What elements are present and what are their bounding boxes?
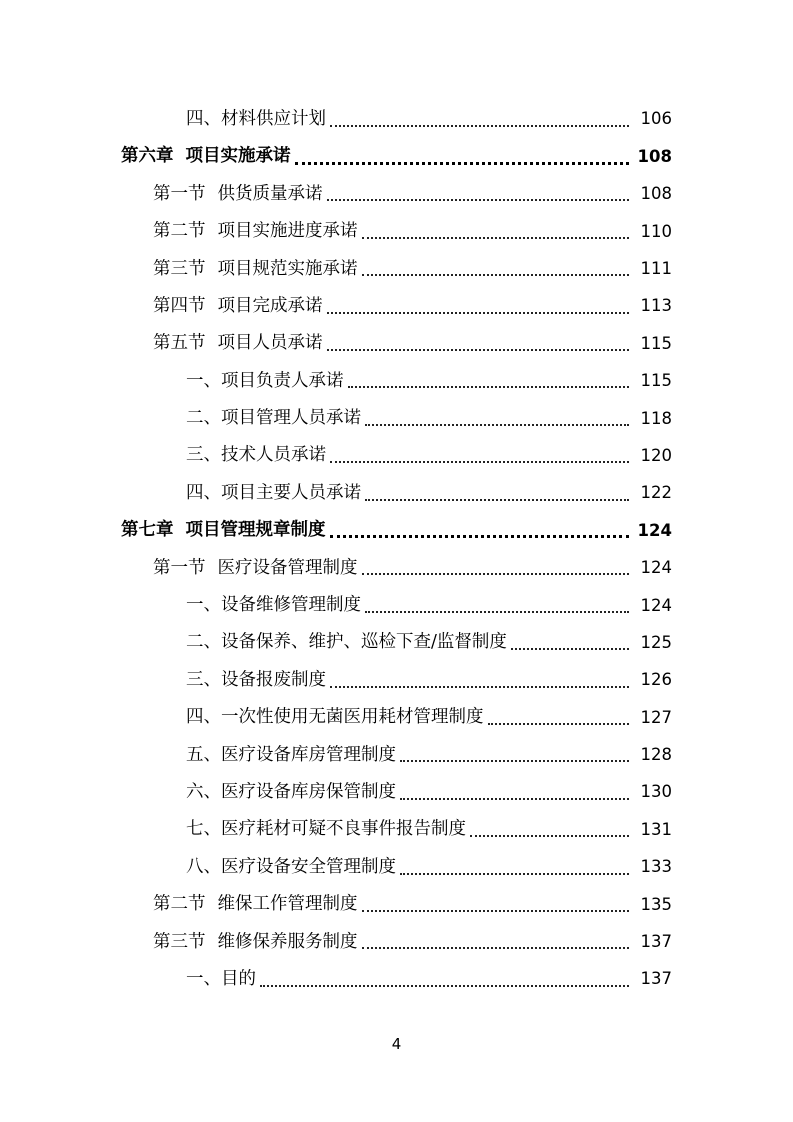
toc-entry-title: [186, 669, 326, 690]
toc-entry-page: 115: [640, 371, 672, 391]
toc-entry-title: [153, 258, 358, 279]
toc-entry-title: [186, 821, 466, 839]
toc-leader-dots: [365, 499, 629, 501]
toc-leader-dots: [330, 686, 629, 688]
toc-entry-label: 第一节: [153, 557, 206, 578]
toc-entry-title: [186, 108, 326, 129]
toc-entry-page: 130: [640, 782, 672, 802]
toc-entry-page: 124: [640, 595, 672, 615]
toc-entry-label: 第三节: [153, 258, 206, 279]
toc-entry-label: 八、医疗设备安全管理制度: [186, 856, 396, 877]
toc-entry-heading: 维保工作管理制度: [217, 894, 358, 915]
toc-entry-page: 128: [640, 745, 672, 765]
toc-entry-label: 第四节: [153, 295, 206, 316]
toc-entry-page: 125: [640, 632, 672, 652]
toc-leader-dots: [400, 873, 629, 875]
toc-entry-heading: 项目人员承诺: [217, 333, 323, 354]
toc-entry[interactable]: [0, 400, 793, 437]
toc-entry-page: 126: [640, 670, 672, 690]
toc-entry[interactable]: [0, 101, 793, 138]
toc-leader-dots: [327, 312, 630, 314]
toc-entry[interactable]: [0, 325, 793, 362]
toc-entry-title: [186, 968, 256, 989]
toc-entry-title: [186, 482, 361, 503]
toc-entry-page: 110: [640, 221, 672, 241]
toc-entry[interactable]: [0, 512, 793, 549]
toc-entry-title: [121, 148, 291, 166]
toc-entry-page: 135: [640, 894, 672, 914]
toc-entry-title: [153, 931, 358, 952]
toc-entry-label: 二、项目管理人员承诺: [186, 408, 361, 429]
toc-entry[interactable]: [0, 138, 793, 175]
toc-entry-title: [186, 856, 396, 877]
toc-entry-page: 137: [640, 932, 672, 952]
toc-entry-label: 二、设备保养、维护、巡检下查/监督制度: [186, 632, 507, 653]
toc-entry-title: [186, 634, 507, 652]
toc-entry-label: 一、目的: [186, 968, 256, 989]
toc-entry[interactable]: [0, 288, 793, 325]
toc-leader-dots: [330, 125, 629, 127]
toc-leader-dots: [348, 386, 630, 388]
toc-entry-title: [186, 709, 484, 727]
toc-leader-dots: [327, 349, 630, 351]
toc-entry[interactable]: [0, 251, 793, 288]
toc-entry[interactable]: [0, 363, 793, 400]
toc-entry[interactable]: [0, 475, 793, 512]
toc-entry[interactable]: [0, 662, 793, 699]
toc-entry-page: 118: [640, 408, 672, 428]
toc-entry[interactable]: [0, 924, 793, 961]
toc-entry-title: [186, 410, 361, 428]
toc-entry[interactable]: [0, 438, 793, 475]
toc-entry[interactable]: [0, 699, 793, 736]
toc-entry-page: 133: [640, 857, 672, 877]
toc-entry[interactable]: [0, 176, 793, 213]
toc-leader-dots: [365, 424, 629, 426]
toc-entry[interactable]: [0, 624, 793, 661]
toc-entry[interactable]: [0, 961, 793, 998]
toc-entry-page: 120: [640, 445, 672, 465]
toc-leader-dots: [365, 611, 629, 613]
page-number: 4: [391, 1035, 402, 1053]
toc-entry-page: 131: [640, 819, 672, 839]
toc-entry-title: [153, 183, 323, 204]
toc-entry-title: [186, 447, 326, 465]
toc-entry[interactable]: [0, 737, 793, 774]
toc-leader-dots: [400, 798, 629, 800]
toc-entry-label: 第五节: [153, 333, 206, 354]
toc-entry-title: [153, 223, 358, 241]
toc-leader-dots: [330, 535, 630, 538]
toc-leader-dots: [260, 985, 629, 987]
toc-entry-page: 124: [637, 520, 672, 540]
toc-entry-heading: 维修保养服务制度: [217, 931, 358, 952]
toc-entry-page: 111: [640, 259, 672, 278]
toc-entry-label: 一、设备维修管理制度: [186, 595, 361, 616]
toc-entry-heading: 项目完成承诺: [217, 295, 323, 316]
toc-entry[interactable]: [0, 587, 793, 624]
toc-entry-label: 第一节: [153, 183, 206, 204]
toc-entry-label: 五、医疗设备库房管理制度: [186, 744, 396, 765]
toc-entry-heading: 项目规范实施承诺: [217, 258, 358, 279]
toc-entry-label: 四、项目主要人员承诺: [186, 482, 361, 503]
toc-leader-dots: [362, 274, 630, 276]
toc-leader-dots: [327, 199, 630, 201]
toc-leader-dots: [400, 760, 629, 762]
toc-entry[interactable]: [0, 774, 793, 811]
toc-entry-title: [153, 335, 323, 353]
toc-entry-title: [153, 295, 323, 316]
toc-leader-dots: [488, 723, 630, 725]
toc-leader-dots: [362, 237, 630, 239]
toc-entry-title: [121, 522, 326, 540]
toc-entry-page: 115: [640, 333, 672, 353]
toc-entry[interactable]: [0, 811, 793, 848]
toc-entry-label: 三、设备报废制度: [186, 669, 326, 690]
toc-entry[interactable]: [0, 886, 793, 923]
toc-entry-label: 第三节: [153, 931, 206, 952]
table-of-contents: [0, 101, 793, 998]
toc-entry-page: 124: [640, 558, 672, 578]
toc-entry-label: 一、项目负责人承诺: [186, 370, 344, 391]
toc-entry-heading: 项目管理规章制度: [185, 520, 326, 541]
toc-entry-label: 四、一次性使用无菌医用耗材管理制度: [186, 707, 484, 728]
toc-entry-title: [186, 370, 344, 391]
toc-entry-page: 113: [640, 296, 672, 316]
toc-leader-dots: [330, 461, 629, 463]
toc-entry-title: [186, 597, 361, 615]
toc-leader-dots: [362, 910, 630, 912]
toc-entry-page: 108: [640, 184, 672, 204]
toc-entry-label: 三、技术人员承诺: [186, 445, 326, 466]
toc-entry-label: 四、材料供应计划: [186, 108, 326, 129]
toc-entry-page: 106: [640, 109, 672, 129]
toc-entry[interactable]: [0, 213, 793, 250]
toc-entry-label: 第七章: [121, 520, 174, 541]
toc-entry-label: 七、医疗耗材可疑不良事件报告制度: [186, 819, 466, 840]
toc-entry-page: 108: [637, 146, 672, 166]
toc-entry-label: 六、医疗设备库房保管制度: [186, 781, 396, 802]
toc-entry[interactable]: [0, 550, 793, 587]
toc-entry-title: [153, 557, 358, 578]
toc-entry-label: 第二节: [153, 894, 206, 915]
toc-entry-heading: 医疗设备管理制度: [217, 557, 358, 578]
toc-entry-heading: 项目实施承诺: [185, 146, 291, 167]
toc-leader-dots: [511, 648, 629, 650]
toc-entry-title: [153, 896, 358, 914]
toc-leader-dots: [470, 835, 629, 837]
toc-entry-heading: 供货质量承诺: [217, 183, 323, 204]
toc-entry-page: 137: [640, 969, 672, 989]
toc-entry-label: 第二节: [153, 221, 206, 242]
toc-leader-dots: [295, 162, 630, 165]
toc-entry-page: 122: [640, 483, 672, 503]
toc-entry[interactable]: [0, 849, 793, 886]
toc-entry-label: 第六章: [121, 146, 174, 167]
toc-entry-title: [186, 744, 396, 765]
toc-entry-page: 127: [640, 707, 672, 727]
toc-leader-dots: [362, 947, 630, 949]
toc-entry-heading: 项目实施进度承诺: [217, 221, 358, 242]
toc-leader-dots: [362, 573, 630, 575]
toc-entry-title: [186, 781, 396, 802]
